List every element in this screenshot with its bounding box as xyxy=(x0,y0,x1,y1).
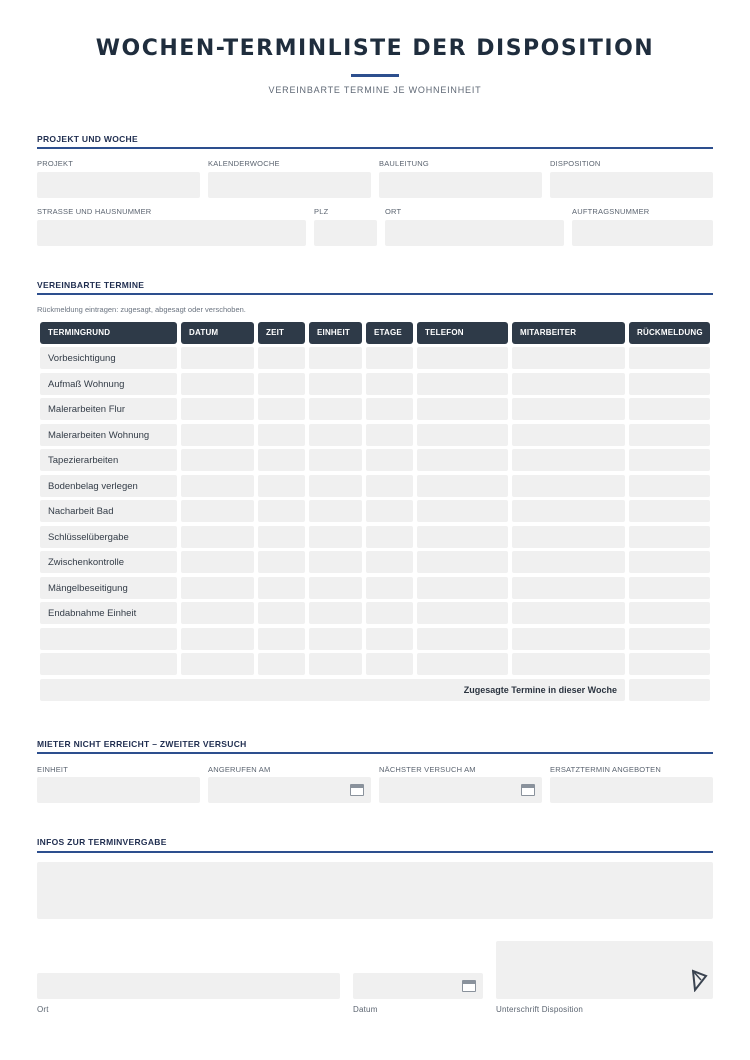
rueckmeldung-cell[interactable] xyxy=(629,347,710,369)
mitarbeiter-cell[interactable] xyxy=(512,602,625,624)
telefon-cell[interactable] xyxy=(417,475,508,497)
einheit-label: EINHEIT xyxy=(37,765,68,774)
etage-cell[interactable] xyxy=(366,475,413,497)
etage-cell[interactable] xyxy=(366,373,413,395)
zeit-cell[interactable] xyxy=(258,602,305,624)
mitarbeiter-cell[interactable] xyxy=(512,424,625,446)
termingrund-cell: Aufmaß Wohnung xyxy=(40,373,177,395)
bauleitung-field[interactable] xyxy=(379,172,542,198)
termingrund-cell: Vorbesichtigung xyxy=(40,347,177,369)
zeit-cell[interactable] xyxy=(258,628,305,650)
title-underline xyxy=(351,74,399,77)
telefon-cell[interactable] xyxy=(417,602,508,624)
column-header-rueckmeldung: RÜCKMELDUNG xyxy=(629,322,710,344)
datum-cell[interactable] xyxy=(181,653,254,675)
mitarbeiter-cell[interactable] xyxy=(512,475,625,497)
mitarbeiter-cell[interactable] xyxy=(512,373,625,395)
column-header-termingrund: TERMINGRUND xyxy=(40,322,177,344)
etage-cell[interactable] xyxy=(366,628,413,650)
mitarbeiter-cell[interactable] xyxy=(512,347,625,369)
signature-field[interactable] xyxy=(496,941,713,999)
einheit-cell[interactable] xyxy=(309,602,362,624)
etage-cell[interactable] xyxy=(366,526,413,548)
unterschrift-caption: Unterschrift Disposition xyxy=(496,1005,584,1014)
einheit-cell[interactable] xyxy=(309,398,362,420)
rueckmeldung-cell[interactable] xyxy=(629,526,710,548)
zeit-cell[interactable] xyxy=(258,449,305,471)
column-header-mitarbeiter: MITARBEITER xyxy=(512,322,625,344)
datum-cell[interactable] xyxy=(181,424,254,446)
section-title-zweiter-versuch: MIETER NICHT ERREICHT – ZWEITER VERSUCH xyxy=(37,739,247,749)
rueckmeldung-cell[interactable] xyxy=(629,602,710,624)
naechster-versuch-label: NÄCHSTER VERSUCH AM xyxy=(379,765,476,774)
mitarbeiter-cell[interactable] xyxy=(512,577,625,599)
rueckmeldung-cell[interactable] xyxy=(629,628,710,650)
einheit-cell[interactable] xyxy=(309,424,362,446)
calendar-icon[interactable] xyxy=(462,980,476,992)
etage-cell[interactable] xyxy=(366,602,413,624)
datum-cell[interactable] xyxy=(181,347,254,369)
datum-cell[interactable] xyxy=(181,449,254,471)
section-divider xyxy=(37,147,713,149)
mitarbeiter-cell[interactable] xyxy=(512,398,625,420)
kalenderwoche-field[interactable] xyxy=(208,172,371,198)
etage-cell[interactable] xyxy=(366,577,413,599)
section-title-infos: INFOS ZUR TERMINVERGABE xyxy=(37,837,167,847)
rueckmeldung-cell[interactable] xyxy=(629,577,710,599)
termingrund-cell: Malerarbeiten Wohnung xyxy=(40,424,177,446)
einheit-cell[interactable] xyxy=(309,373,362,395)
rueckmeldung-cell[interactable] xyxy=(629,449,710,471)
plz-field[interactable] xyxy=(314,220,377,246)
auftragsnummer-label: AUFTRAGSNUMMER xyxy=(572,207,650,216)
feedback-note: Rückmeldung eintragen: zugesagt, abgesagt oder verschoben. xyxy=(37,305,246,314)
angerufen-am-field[interactable] xyxy=(208,777,371,803)
calendar-icon[interactable] xyxy=(521,784,535,796)
einheit-cell[interactable] xyxy=(309,526,362,548)
datum-caption: Datum xyxy=(353,1005,378,1014)
telefon-cell[interactable] xyxy=(417,577,508,599)
termingrund-cell: Mängelbeseitigung xyxy=(40,577,177,599)
mitarbeiter-cell[interactable] xyxy=(512,449,625,471)
einheit-cell[interactable] xyxy=(309,475,362,497)
angerufen-am-label: ANGERUFEN AM xyxy=(208,765,271,774)
etage-cell[interactable] xyxy=(366,449,413,471)
mitarbeiter-cell[interactable] xyxy=(512,526,625,548)
section-divider xyxy=(37,293,713,295)
page-title: WOCHEN-TERMINLISTE DER DISPOSITION xyxy=(95,36,655,61)
zeit-cell[interactable] xyxy=(258,347,305,369)
telefon-cell[interactable] xyxy=(417,449,508,471)
projekt-label: PROJEKT xyxy=(37,159,73,168)
rueckmeldung-cell[interactable] xyxy=(629,373,710,395)
pen-icon xyxy=(692,968,708,992)
kalenderwoche-label: KALENDERWOCHE xyxy=(208,159,280,168)
ort-signature-field[interactable] xyxy=(37,973,340,999)
ersatztermin-label: ERSATZTERMIN ANGEBOTEN xyxy=(550,765,661,774)
zeit-cell[interactable] xyxy=(258,577,305,599)
strasse-label: STRASSE UND HAUSNUMMER xyxy=(37,207,152,216)
zeit-cell[interactable] xyxy=(258,500,305,522)
mitarbeiter-cell[interactable] xyxy=(512,653,625,675)
zeit-cell[interactable] xyxy=(258,551,305,573)
rueckmeldung-cell[interactable] xyxy=(629,653,710,675)
datum-signature-field[interactable] xyxy=(353,973,483,999)
datum-cell[interactable] xyxy=(181,551,254,573)
page-subtitle: VEREINBARTE TERMINE JE WOHNEINHEIT xyxy=(268,85,482,95)
zeit-cell[interactable] xyxy=(258,373,305,395)
telefon-cell[interactable] xyxy=(417,653,508,675)
datum-cell[interactable] xyxy=(181,602,254,624)
rueckmeldung-cell[interactable] xyxy=(629,551,710,573)
termingrund-cell: Tapezierarbeiten xyxy=(40,449,177,471)
rueckmeldung-cell[interactable] xyxy=(629,475,710,497)
termingrund-cell xyxy=(40,628,177,650)
projekt-field[interactable] xyxy=(37,172,200,198)
ort-label: ORT xyxy=(385,207,402,216)
einheit-field[interactable] xyxy=(37,777,200,803)
calendar-icon[interactable] xyxy=(350,784,364,796)
einheit-cell[interactable] xyxy=(309,500,362,522)
telefon-cell[interactable] xyxy=(417,347,508,369)
etage-cell[interactable] xyxy=(366,551,413,573)
strasse-field[interactable] xyxy=(37,220,306,246)
termingrund-cell: Malerarbeiten Flur xyxy=(40,398,177,420)
datum-cell[interactable] xyxy=(181,500,254,522)
telefon-cell[interactable] xyxy=(417,628,508,650)
section-divider xyxy=(37,752,713,754)
section-title-projekt: PROJEKT UND WOCHE xyxy=(37,134,138,144)
ort-caption: Ort xyxy=(37,1005,49,1014)
telefon-cell[interactable] xyxy=(417,373,508,395)
etage-cell[interactable] xyxy=(366,347,413,369)
einheit-cell[interactable] xyxy=(309,628,362,650)
termingrund-cell: Schlüsselübergabe xyxy=(40,526,177,548)
bauleitung-label: BAULEITUNG xyxy=(379,159,429,168)
zeit-cell[interactable] xyxy=(258,475,305,497)
mitarbeiter-cell[interactable] xyxy=(512,628,625,650)
telefon-cell[interactable] xyxy=(417,526,508,548)
zeit-cell[interactable] xyxy=(258,526,305,548)
section-title-termine: VEREINBARTE TERMINE xyxy=(37,280,145,290)
mitarbeiter-cell[interactable] xyxy=(512,500,625,522)
termingrund-cell: Endabnahme Einheit xyxy=(40,602,177,624)
telefon-cell[interactable] xyxy=(417,398,508,420)
etage-cell[interactable] xyxy=(366,653,413,675)
etage-cell[interactable] xyxy=(366,500,413,522)
termingrund-cell: Zwischenkontrolle xyxy=(40,551,177,573)
column-header-datum: DATUM xyxy=(181,322,254,344)
datum-cell[interactable] xyxy=(181,628,254,650)
telefon-cell[interactable] xyxy=(417,424,508,446)
termingrund-cell xyxy=(40,653,177,675)
plz-label: PLZ xyxy=(314,207,329,216)
ersatztermin-field[interactable] xyxy=(550,777,713,803)
datum-cell[interactable] xyxy=(181,577,254,599)
etage-cell[interactable] xyxy=(366,398,413,420)
zeit-cell[interactable] xyxy=(258,653,305,675)
einheit-cell[interactable] xyxy=(309,449,362,471)
column-header-etage: ETAGE xyxy=(366,322,413,344)
datum-cell[interactable] xyxy=(181,398,254,420)
ort-field[interactable] xyxy=(385,220,564,246)
telefon-cell[interactable] xyxy=(417,551,508,573)
disposition-label: DISPOSITION xyxy=(550,159,601,168)
infos-textarea[interactable] xyxy=(37,862,713,919)
mitarbeiter-cell[interactable] xyxy=(512,551,625,573)
einheit-cell[interactable] xyxy=(309,653,362,675)
zeit-cell[interactable] xyxy=(258,424,305,446)
termingrund-cell: Bodenbelag verlegen xyxy=(40,475,177,497)
auftragsnummer-field[interactable] xyxy=(572,220,713,246)
rueckmeldung-cell[interactable] xyxy=(629,424,710,446)
termingrund-cell: Nacharbeit Bad xyxy=(40,500,177,522)
etage-cell[interactable] xyxy=(366,424,413,446)
datum-cell[interactable] xyxy=(181,373,254,395)
column-header-zeit: ZEIT xyxy=(258,322,305,344)
rueckmeldung-cell[interactable] xyxy=(629,500,710,522)
column-header-einheit: EINHEIT xyxy=(309,322,362,344)
column-header-telefon: TELEFON xyxy=(417,322,508,344)
datum-cell[interactable] xyxy=(181,526,254,548)
telefon-cell[interactable] xyxy=(417,500,508,522)
datum-cell[interactable] xyxy=(181,475,254,497)
disposition-field[interactable] xyxy=(550,172,713,198)
rueckmeldung-cell[interactable] xyxy=(629,398,710,420)
zeit-cell[interactable] xyxy=(258,398,305,420)
summary-count-field[interactable] xyxy=(629,679,710,701)
einheit-cell[interactable] xyxy=(309,577,362,599)
naechster-versuch-field[interactable] xyxy=(379,777,542,803)
section-divider xyxy=(37,851,713,853)
summary-label: Zugesagte Termine in dieser Woche xyxy=(40,679,625,701)
einheit-cell[interactable] xyxy=(309,551,362,573)
einheit-cell[interactable] xyxy=(309,347,362,369)
